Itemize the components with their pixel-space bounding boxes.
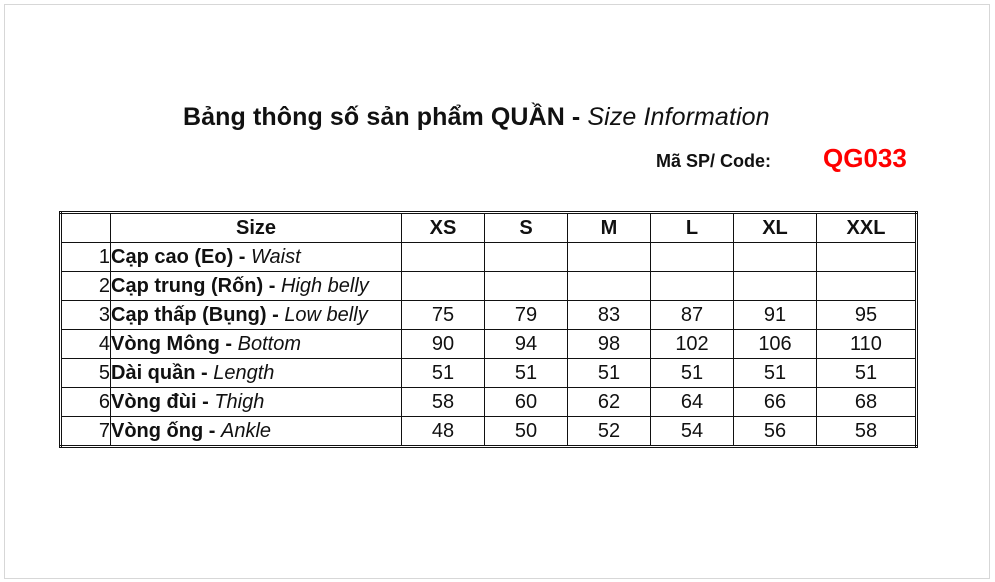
value-cell-l: 87 bbox=[651, 301, 734, 330]
label-separator: - bbox=[233, 245, 252, 268]
label-separator: - bbox=[263, 274, 281, 297]
measurement-name-en: Thigh bbox=[214, 390, 265, 413]
value-cell-xs bbox=[402, 243, 485, 272]
size-header-label: Size bbox=[111, 213, 402, 243]
value-cell-l bbox=[651, 272, 734, 301]
table-row bbox=[61, 359, 917, 388]
table-row bbox=[61, 388, 917, 417]
measurement-name-vi: Cạp cao (Eo) bbox=[111, 245, 234, 268]
measurement-name-vi: Vòng ống bbox=[111, 419, 204, 442]
measurement-name-en: Bottom bbox=[237, 332, 301, 355]
value-cell-l: 51 bbox=[651, 359, 734, 388]
row-number: 3 bbox=[61, 301, 111, 330]
measurement-name-vi: Cạp thấp (Bụng) bbox=[111, 303, 267, 326]
measurement-label bbox=[111, 272, 402, 301]
value-cell-xxl: 68 bbox=[817, 388, 917, 417]
measurement-name-vi: Vòng đùi bbox=[111, 390, 197, 413]
value-cell-xs: 58 bbox=[402, 388, 485, 417]
value-cell-m: 83 bbox=[568, 301, 651, 330]
size-header-s: S bbox=[485, 213, 568, 243]
value-cell-xxl bbox=[817, 243, 917, 272]
size-header-row bbox=[61, 213, 917, 243]
size-header-l: L bbox=[651, 213, 734, 243]
value-cell-xxl: 110 bbox=[817, 330, 917, 359]
value-cell-xl bbox=[734, 243, 817, 272]
value-cell-s: 60 bbox=[485, 388, 568, 417]
measurement-label bbox=[111, 330, 402, 359]
size-header-m: M bbox=[568, 213, 651, 243]
row-number: 7 bbox=[61, 417, 111, 447]
value-cell-xs: 51 bbox=[402, 359, 485, 388]
value-cell-xs bbox=[402, 272, 485, 301]
measurement-label bbox=[111, 388, 402, 417]
value-cell-xxl: 58 bbox=[817, 417, 917, 447]
label-separator: - bbox=[196, 390, 215, 413]
value-cell-m: 52 bbox=[568, 417, 651, 447]
measurement-label bbox=[111, 301, 402, 330]
page-title bbox=[183, 103, 770, 132]
value-cell-xs: 48 bbox=[402, 417, 485, 447]
value-cell-s: 79 bbox=[485, 301, 568, 330]
label-separator: - bbox=[195, 361, 214, 384]
title-english: Size Information bbox=[587, 103, 770, 131]
measurement-name-en: Length bbox=[213, 361, 275, 384]
label-separator: - bbox=[203, 419, 221, 442]
size-header-xs: XS bbox=[402, 213, 485, 243]
value-cell-l: 54 bbox=[651, 417, 734, 447]
value-cell-xl: 56 bbox=[734, 417, 817, 447]
value-cell-xxl: 95 bbox=[817, 301, 917, 330]
title-vietnamese: Bảng thông số sản phẩm QUẦN - bbox=[183, 103, 588, 131]
product-code-value: QG033 bbox=[823, 143, 907, 173]
document-page bbox=[4, 4, 990, 579]
value-cell-xs: 75 bbox=[402, 301, 485, 330]
measurement-name-en: Low belly bbox=[284, 303, 368, 326]
value-cell-xs: 90 bbox=[402, 330, 485, 359]
index-header-cell bbox=[61, 213, 111, 243]
measurement-name-en: Ankle bbox=[220, 419, 272, 442]
value-cell-s bbox=[485, 243, 568, 272]
row-number: 1 bbox=[61, 243, 111, 272]
product-code-label: Mã SP/ Code: bbox=[656, 151, 772, 171]
table-row bbox=[61, 272, 917, 301]
value-cell-m: 51 bbox=[568, 359, 651, 388]
measurement-name-vi: Dài quần bbox=[111, 361, 196, 384]
value-cell-xxl bbox=[817, 272, 917, 301]
value-cell-m: 98 bbox=[568, 330, 651, 359]
table-row bbox=[61, 417, 917, 447]
label-separator: - bbox=[219, 332, 238, 355]
value-cell-l: 64 bbox=[651, 388, 734, 417]
value-cell-l bbox=[651, 243, 734, 272]
size-header-xxl: XXL bbox=[817, 213, 917, 243]
value-cell-m bbox=[568, 243, 651, 272]
value-cell-xl: 51 bbox=[734, 359, 817, 388]
table-row bbox=[61, 243, 917, 272]
value-cell-s: 50 bbox=[485, 417, 568, 447]
row-number: 6 bbox=[61, 388, 111, 417]
measurement-label bbox=[111, 417, 402, 447]
measurement-name-vi: Vòng Mông bbox=[111, 332, 220, 355]
value-cell-xl: 66 bbox=[734, 388, 817, 417]
measurement-name-vi: Cạp trung (Rốn) bbox=[111, 274, 264, 297]
label-separator: - bbox=[266, 303, 285, 326]
value-cell-s bbox=[485, 272, 568, 301]
value-cell-xl bbox=[734, 272, 817, 301]
value-cell-m bbox=[568, 272, 651, 301]
value-cell-xxl: 51 bbox=[817, 359, 917, 388]
value-cell-s: 94 bbox=[485, 330, 568, 359]
row-number: 5 bbox=[61, 359, 111, 388]
value-cell-l: 102 bbox=[651, 330, 734, 359]
table-row bbox=[61, 330, 917, 359]
value-cell-m: 62 bbox=[568, 388, 651, 417]
size-header-xl: XL bbox=[734, 213, 817, 243]
row-number: 4 bbox=[61, 330, 111, 359]
measurement-name-en: Waist bbox=[251, 245, 301, 268]
value-cell-xl: 91 bbox=[734, 301, 817, 330]
table-row bbox=[61, 301, 917, 330]
measurement-name-en: High belly bbox=[280, 274, 369, 297]
value-cell-s: 51 bbox=[485, 359, 568, 388]
measurement-label bbox=[111, 243, 402, 272]
measurement-label bbox=[111, 359, 402, 388]
row-number: 2 bbox=[61, 272, 111, 301]
value-cell-xl: 106 bbox=[734, 330, 817, 359]
size-table bbox=[59, 211, 918, 448]
